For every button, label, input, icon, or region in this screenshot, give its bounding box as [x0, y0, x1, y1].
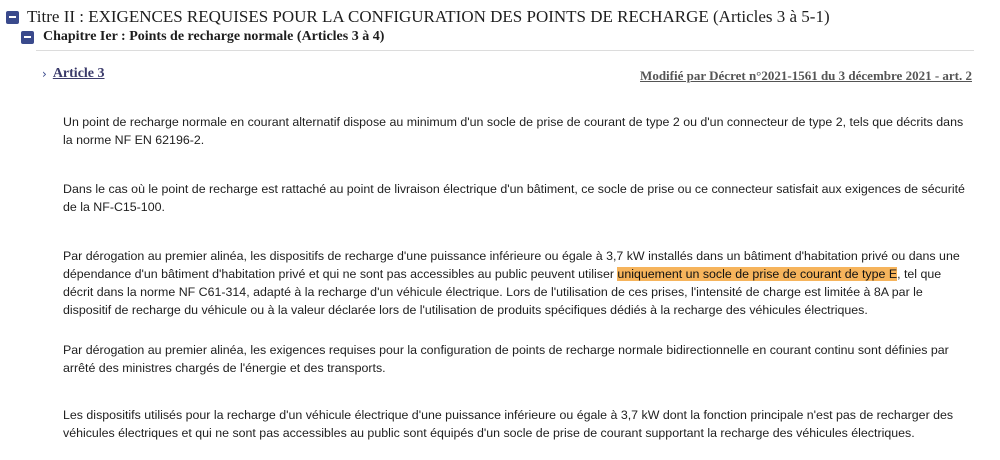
- paragraph-3-text: Par dérogation au premier alinéa, les dispositifs de recharge d'une puissance inférieure ou égale à 3,7 kW installés dans un bâtiment d'habitation privé ou dans une dépendance d'un bâtiment d'habitation privé et qui ne sont pas accessibles au public peuvent utiliser: [63, 249, 960, 281]
- article-link[interactable]: Article 3: [52, 66, 105, 81]
- paragraph-1: Un point de recharge normale en courant alternatif dispose au minimum d'un socle de prise de courant de type 2 ou d'un connecteur de type 2, tels que décrits dans la norme NF EN 62196-2.: [63, 115, 964, 147]
- collapse-icon[interactable]: [6, 11, 19, 24]
- paragraph-4: Par dérogation au premier alinéa, les exigences requises pour la configuration de points de recharge normale bidirectionnelle en courant continu sont définies par arrêté des ministres chargés de l'énergie et des transports.: [63, 343, 949, 375]
- chapitre-title: Chapitre Ier : Points de recharge normale (Articles 3 à 4): [43, 29, 385, 44]
- paragraph-2: Dans le cas où le point de recharge est rattaché au point de livraison électrique d'un bâtiment, ce socle de prise ou ce connecteur satisfait aux exigences de sécurité de la NF-C15-100.: [63, 182, 965, 214]
- paragraph-3: [63, 247, 973, 319]
- collapse-icon[interactable]: [21, 31, 34, 44]
- titre-header[interactable]: [6, 7, 830, 27]
- highlighted-text: uniquement un socle de prise de courant de type E: [617, 267, 898, 281]
- chapitre-header[interactable]: [21, 29, 384, 45]
- modification-link[interactable]: Modifié par Décret n°2021-1561 du 3 décembre 2021 - art. 2: [640, 68, 972, 83]
- divider: [36, 50, 974, 51]
- paragraph-3-text-end: , tel que décrit dans la norme NF C61-314, adapté à la recharge d'un véhicule électrique. Lors de l'utilisation de ces prises, l'intensité de charge est limitée à 8A par le dispositif de recharge du véhicule ou à la valeur déclarée lors de l'utilisation de produits spécifiques dédiés à la recharge des véhicules électriques.: [63, 267, 942, 317]
- paragraph-5: Les dispositifs utilisés pour la recharge d'un véhicule électrique d'une puissance inférieure ou égale à 3,7 kW dont la fonction principale n'est pas de recharger des véhicules électriques et qui ne sont pas accessibles au public sont équipés d'un socle de prise de courant supportant la recharge des véhicules électriques.: [63, 408, 954, 440]
- titre-title: Titre II : EXIGENCES REQUISES POUR LA CONFIGURATION DES POINTS DE RECHARGE (Articles 3 à 5-1): [27, 7, 830, 26]
- chevron-right-icon: ›: [42, 67, 47, 81]
- article-header: [42, 66, 105, 82]
